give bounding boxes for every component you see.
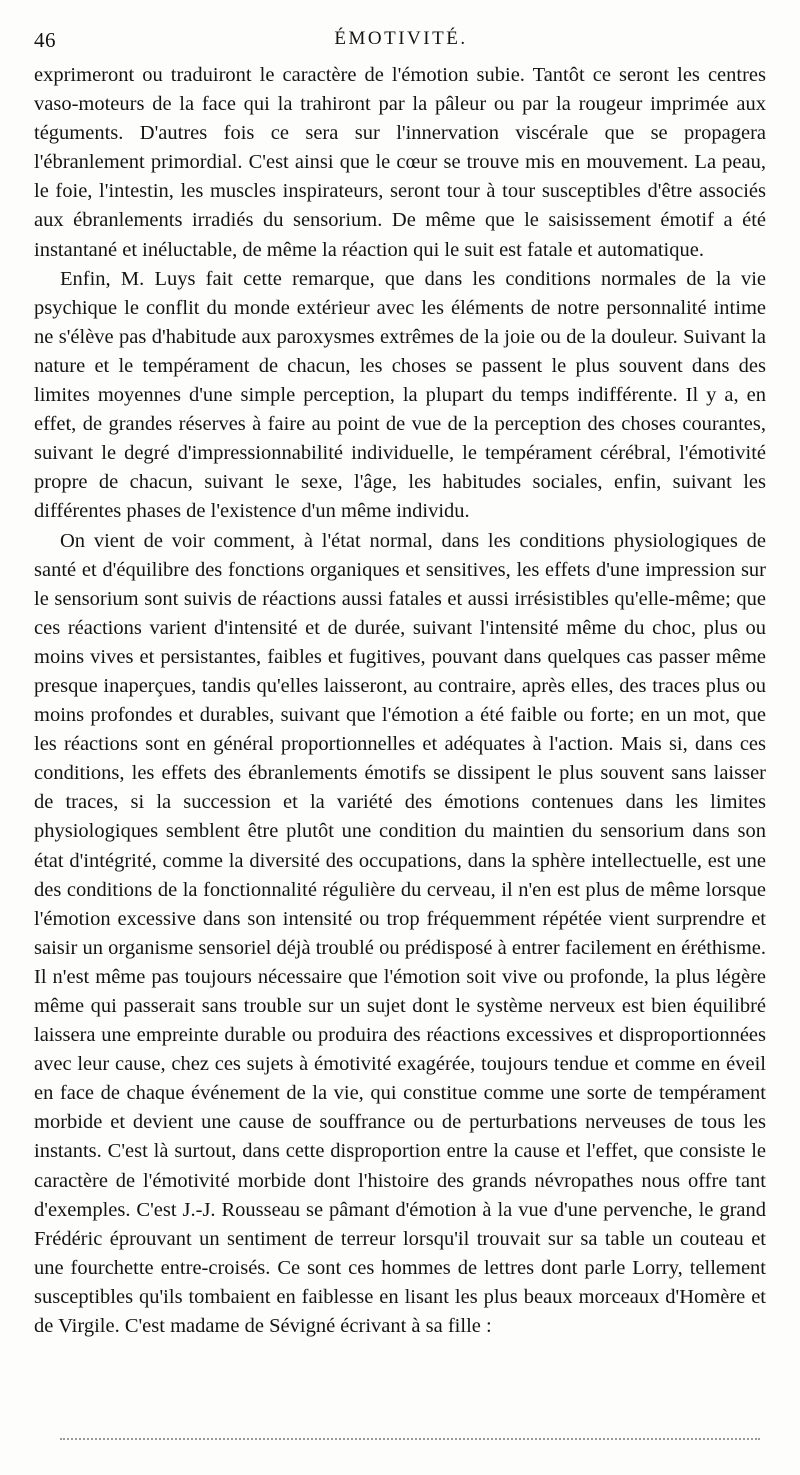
- page-header: [34, 28, 768, 58]
- footer-divider: [60, 1438, 760, 1440]
- paragraph-luys-remark: Enfin, M. Luys fait cette remarque, que dans les conditions normales de la vie psychique le conflit du monde extérieur avec les éléments de notre personnalité intime ne s'élève pas d'habitude aux paroxysmes extrêmes de la joie ou de la douleur. Suivant la nature et le tempérament de chacun, les choses se passent le plus souvent dans des limites moyennes d'une simple perception, la plupart du temps indifférente. Il y a, en effet, de grandes réserves à faire au point de vue de la perception des choses courantes, suivant le degré d'impressionnabilité individuelle, le tempérament cérébral, l'émotivité propre de chacun, suivant le sexe, l'âge, les habitudes sociales, enfin, suivant les différentes phases de l'existence d'un même individu.: [34, 267, 766, 523]
- body-text: [34, 61, 766, 1341]
- page-number: 46: [34, 28, 56, 52]
- running-title: ÉMOTIVITÉ.: [334, 28, 468, 49]
- paragraph-normal-state: On vient de voir comment, à l'état normal, dans les conditions physiologiques de santé et d'équilibre des fonctions organiques et sensitives, les effets d'une impression sur le sensorium sont suivis de réactions aussi fatales et aussi irrésistibles qu'elle-même; que ces réactions varient d'intensité et de durée, suivant l'intensité même du choc, plus ou moins vives et persistantes, faibles et fugitives, pouvant dans quelques cas passer même presque inaperçues, tandis qu'elles laisseront, au contraire, après elles, des traces plus ou moins profondes et durables, suivant que l'émotion a été faible ou forte; en un mot, que les réactions sont en général proportionnelles et adéquates à l'action. Mais si, dans ces conditions, les effets des ébranlements émotifs se dissipent le plus souvent sans laisser de traces, si la succession et la variété des émotions contenues dans les limites physiologiques semblent être plutôt une condition du maintien du sensorium dans son état d'intégrité, comme la diversité des occupations, dans la sphère intellectuelle, est une des conditions de la fonctionnalité régulière du cerveau, il n'en est plus de même lorsque l'émotion excessive dans son intensité ou trop fréquemment répétée vient surprendre et saisir un organisme sensoriel déjà troublé ou prédisposé à entrer facilement en éréthisme. Il n'est même pas toujours nécessaire que l'émotion soit vive ou profonde, la plus légère même qui passerait sans trouble sur un sujet dont le système nerveux est bien équilibré laissera une empreinte durable ou produira des réactions excessives et disproportionnées avec leur cause, chez ces sujets à émotivité exagérée, toujours tendue et comme en éveil en face de chaque événement de la vie, qui constitue comme une sorte de tempérament morbide et devient une cause de souffrance ou de perturbations nerveuses de tous les instants. C'est là surtout, dans cette disproportion entre la cause et l'effet, que consiste le caractère de l'émotivité morbide dont l'histoire des grands névropathes nous offre tant d'exemples. C'est J.-J. Rousseau se pâmant d'émotion à la vue d'une pervenche, le grand Frédéric éprouvant un sentiment de terreur lorsqu'il trouvait sur sa table un couteau et une fourchette entre-croisés. Ce sont ces hommes de lettres dont parle Lorry, tellement susceptibles qu'ils tombaient en faiblesse en lisant les plus beaux morceaux d'Homère et de Virgile. C'est madame de Sévigné écrivant à sa fille :: [34, 529, 766, 1338]
- paragraph-continuation: exprimeront ou traduiront le caractère de l'émotion subie. Tantôt ce seront les centres vaso-moteurs de la face qui la trahiront par la pâleur ou par la rougeur imprimée aux téguments. D'autres fois ce sera sur l'innervation viscérale que se propagera l'ébranlement primordial. C'est ainsi que le cœur se trouve mis en mouvement. La peau, le foie, l'intestin, les muscles inspirateurs, seront tour à tour susceptibles d'être associés aux ébranlements irradiés du sensorium. De même que le saisissement émotif a été instantané et inéluctable, de même la réaction qui le suit est fatale et automatique.: [34, 64, 766, 261]
